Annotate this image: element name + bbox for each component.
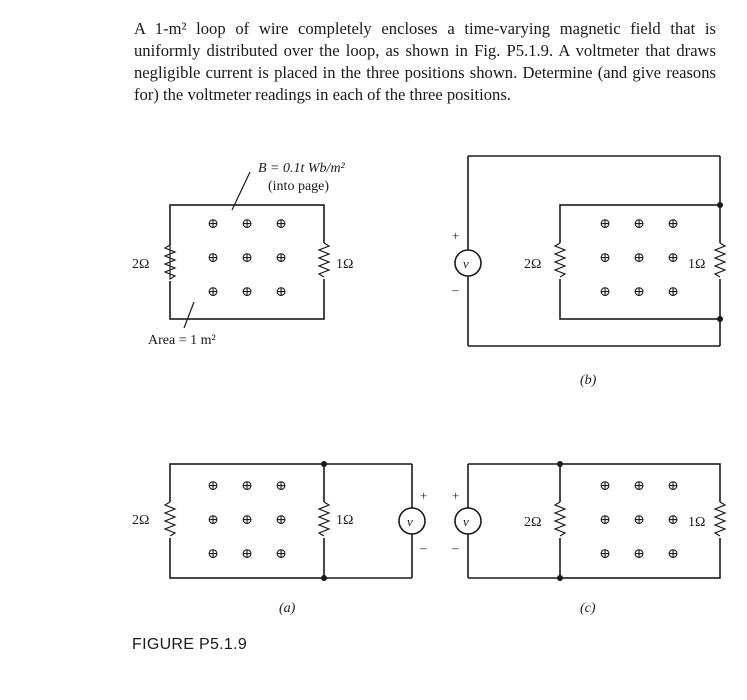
- field-label: B = 0.1t Wb/m²: [258, 161, 345, 176]
- c-resistor-2ohm-label: 2Ω: [524, 515, 542, 530]
- voltmeter-a-plus: +: [420, 488, 428, 503]
- field-direction: (into page): [268, 179, 330, 194]
- field-into-page-icon: ⊕: [241, 547, 253, 562]
- field-into-page-icon: ⊕: [207, 479, 219, 494]
- voltmeter-a-minus: –: [420, 540, 427, 555]
- field-into-page-icon: ⊕: [633, 479, 645, 494]
- field-into-page-icon: ⊕: [633, 547, 645, 562]
- voltmeter-b-symbol: v: [463, 256, 469, 271]
- field-into-page-icon: ⊕: [241, 285, 253, 300]
- resistor-1ohm-label: 1Ω: [336, 257, 354, 272]
- field-into-page-icon: ⊕: [667, 217, 679, 232]
- field-into-page-icon: ⊕: [275, 547, 287, 562]
- figure-caption: FIGURE P5.1.9: [132, 636, 248, 653]
- field-into-page-icon: ⊕: [241, 217, 253, 232]
- field-grid-c: [599, 479, 679, 562]
- area-label: Area = 1 m²: [148, 333, 216, 348]
- circuit-c: [451, 461, 726, 616]
- b-resistor-2ohm-label: 2Ω: [524, 257, 542, 272]
- field-into-page-icon: ⊕: [275, 513, 287, 528]
- voltmeter-c-plus: +: [452, 488, 460, 503]
- panel-a-label: (a): [279, 601, 296, 616]
- field-into-page-icon: ⊕: [275, 479, 287, 494]
- voltmeter-b-plus: +: [452, 228, 460, 243]
- field-into-page-icon: ⊕: [275, 285, 287, 300]
- circuit-a: [132, 461, 427, 616]
- field-into-page-icon: ⊕: [633, 251, 645, 266]
- field-into-page-icon: ⊕: [207, 285, 219, 300]
- voltmeter-a-symbol: v: [407, 514, 413, 529]
- panel-b-label: (b): [580, 373, 597, 388]
- field-into-page-icon: ⊕: [207, 251, 219, 266]
- a-resistor-2ohm-label: 2Ω: [132, 513, 150, 528]
- field-into-page-icon: ⊕: [275, 217, 287, 232]
- field-into-page-icon: ⊕: [633, 217, 645, 232]
- field-into-page-icon: ⊕: [207, 217, 219, 232]
- field-into-page-icon: ⊕: [667, 285, 679, 300]
- problem-statement: A 1-m² loop of wire completely encloses a time-varying magnetic field that is uniformly distributed over the loop, as shown in Fig. P5.1.9. A voltmeter that draws negligible current is placed in the three positions shown. Determine (and give reasons for) the voltmeter readings in each of the three positions.: [134, 19, 716, 104]
- voltmeter-b-minus: –: [452, 282, 459, 297]
- field-into-page-icon: ⊕: [667, 547, 679, 562]
- panel-c-label: (c): [580, 601, 596, 616]
- field-into-page-icon: ⊕: [241, 251, 253, 266]
- field-into-page-icon: ⊕: [667, 513, 679, 528]
- field-into-page-icon: ⊕: [599, 479, 611, 494]
- field-into-page-icon: ⊕: [599, 547, 611, 562]
- field-into-page-icon: ⊕: [207, 547, 219, 562]
- a-resistor-1ohm-label: 1Ω: [336, 513, 354, 528]
- voltmeter-c-minus: –: [452, 540, 459, 555]
- field-into-page-icon: ⊕: [667, 479, 679, 494]
- field-into-page-icon: ⊕: [241, 479, 253, 494]
- field-into-page-icon: ⊕: [667, 251, 679, 266]
- field-into-page-icon: ⊕: [207, 513, 219, 528]
- c-resistor-1ohm-label: 1Ω: [688, 515, 706, 530]
- field-into-page-icon: ⊕: [599, 217, 611, 232]
- field-into-page-icon: ⊕: [633, 513, 645, 528]
- field-into-page-icon: ⊕: [599, 513, 611, 528]
- resistor-2ohm-label: 2Ω: [132, 257, 150, 272]
- main-loop-circuit: [132, 161, 353, 348]
- field-into-page-icon: ⊕: [599, 251, 611, 266]
- voltmeter-c-symbol: v: [463, 514, 469, 529]
- field-grid-a: [207, 479, 287, 562]
- field-into-page-icon: ⊕: [241, 513, 253, 528]
- b-resistor-1ohm-label: 1Ω: [688, 257, 706, 272]
- field-grid: [207, 217, 287, 300]
- field-into-page-icon: ⊕: [633, 285, 645, 300]
- field-grid-b: [599, 217, 679, 300]
- circuit-b: [451, 156, 726, 388]
- field-into-page-icon: ⊕: [275, 251, 287, 266]
- field-into-page-icon: ⊕: [599, 285, 611, 300]
